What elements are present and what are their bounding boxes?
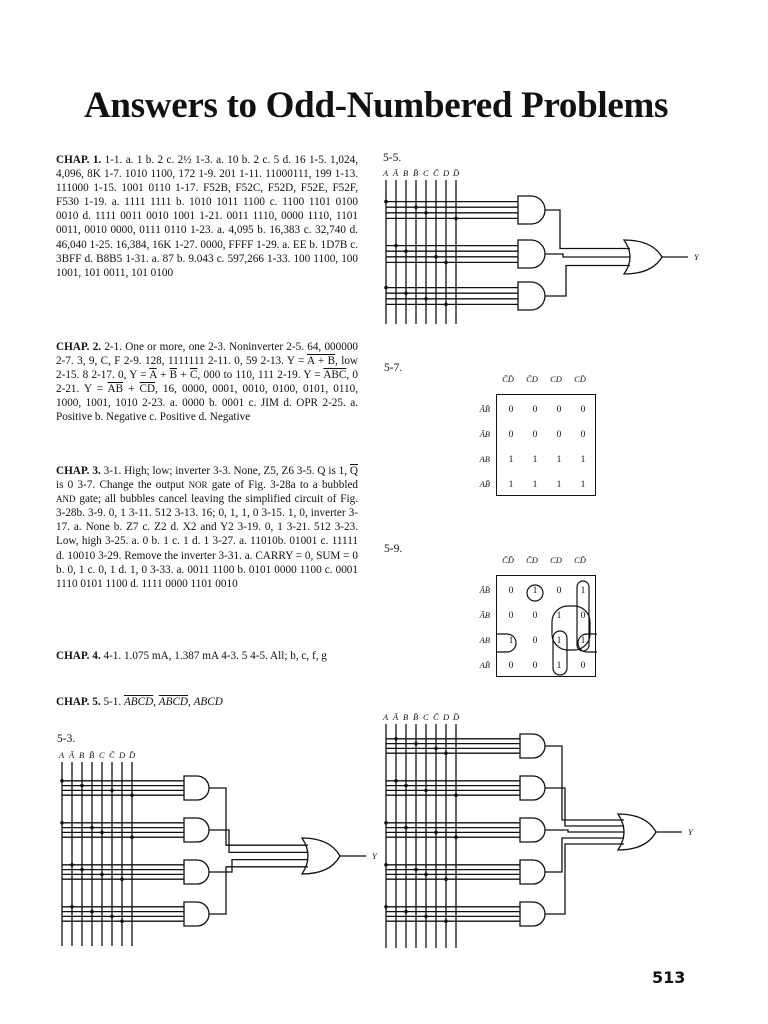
junction-dot: [394, 737, 398, 741]
kmap-column-headers: [496, 374, 592, 384]
kmap-cell: 1: [532, 586, 538, 596]
input-label: A: [383, 712, 389, 722]
junction-dot: [394, 779, 398, 783]
chapter-5-text: 5-1.: [103, 696, 124, 708]
kmap-column-header: CD: [550, 555, 562, 565]
junction-dot: [454, 793, 458, 797]
or-input-wire: [545, 830, 624, 832]
junction-dot: [70, 905, 74, 909]
kmap-cell: 1: [556, 480, 562, 490]
input-label: B: [403, 168, 409, 178]
and-gate: [184, 776, 209, 800]
output-label: Y: [694, 252, 699, 262]
and-gate: [520, 818, 545, 842]
junction-dot: [404, 826, 408, 830]
junction-dot: [404, 910, 408, 914]
kmap-cell: 1: [580, 480, 586, 490]
junction-dot: [100, 831, 104, 835]
and-gate: [520, 776, 545, 800]
input-label: B: [403, 712, 409, 722]
junction-dot: [424, 915, 428, 919]
junction-dot: [414, 205, 418, 209]
junction-dot: [414, 742, 418, 746]
kmap-cell: 1: [580, 586, 586, 596]
chapter-1-answers: [56, 153, 358, 280]
kmap-row-label: ĀB: [479, 610, 490, 620]
page-number: 513: [652, 968, 686, 987]
chapter-3-text: gate of Fig. 3-28a to a bubbled: [207, 479, 359, 492]
overlined-term: ABCD: [158, 696, 188, 708]
or-input-wire: [545, 266, 630, 297]
circuit-diagram-5-5: [380, 168, 700, 328]
chapter-2-heading: CHAP. 2.: [56, 341, 102, 353]
input-label: D: [443, 712, 450, 722]
kmap-cell: 0: [532, 661, 538, 671]
kmap-group-loop: [553, 631, 567, 675]
junction-dot: [434, 831, 438, 835]
input-label: D: [443, 168, 450, 178]
chapter-2-text: +: [177, 369, 190, 382]
kmap-cell: 0: [508, 586, 514, 596]
output-label: Y: [688, 827, 693, 837]
chapter-1-heading: CHAP. 1.: [56, 154, 102, 166]
chapter-2-text: , low 2-15. 8 2-17. 0, Y =: [56, 355, 359, 382]
kmap-group-loop: [527, 585, 543, 601]
chapter-3-text: is 0 3-7. Change the output: [56, 479, 189, 492]
input-label: B: [79, 750, 85, 760]
chapter-1-text: 1-1. a. 1 b. 2 c. 2½ 1-3. a. 10 b. 2 c. 5 d. 16 1-5. 1,024, 4,096, 8K 1-7. 1010 1100, 172 1-9. 201 1-11. 11000111, 199 1-13. 111000 1-15. 1001 0110 1-17. F52B, F52C, F52D, F52E, F52F, F530 1-19. a. 1111 1111 b. 1010 1011 1100 c. 1100 1101 0100 0010 d. 1111 0011 0010 1001 1-21. 0011 1110, 0000 1110, 1101 0011, 0010 0000, 0111 0110 1-23. a. 4,095 b. 16,383 c. 32,740 d. 46,040 1-25. 16,384, 16K 1-27. 0000, FFFF 1-29. a. EE b. 1D7B c. 3BFF d. B8B5 1-31. a. 87 b. 9.043 c. 597,266 1-33. 100 1100, 100 1001, 101 0011, 101 0100: [56, 154, 358, 279]
karnaugh-map-5-7: [468, 374, 598, 498]
input-label: C: [423, 168, 429, 178]
junction-dot: [110, 915, 114, 919]
kmap-cell: 1: [556, 661, 562, 671]
overlined-term: $\overline{Q}$: [349, 465, 359, 477]
or-input-wire: [545, 210, 630, 249]
input-label: C̄: [433, 712, 439, 722]
overlined-term: A + B: [307, 355, 336, 368]
junction-dot: [60, 779, 64, 783]
overlined-term: $\overline{C}$: [189, 369, 198, 382]
input-label: B̄: [89, 750, 95, 760]
junction-dot: [384, 863, 388, 867]
problem-label-5-3: 5-3.: [57, 733, 76, 745]
junction-dot: [80, 868, 84, 872]
or-input-wire: [209, 860, 308, 872]
junction-dot: [384, 200, 388, 204]
or-gate: [302, 838, 340, 874]
kmap-cell: 1: [556, 636, 562, 646]
input-label: Ā: [393, 712, 399, 722]
and-gate: [520, 902, 545, 926]
junction-dot: [424, 211, 428, 215]
kmap-cell: 0: [580, 430, 586, 440]
input-label: D̄: [453, 168, 460, 178]
chapter-2-text: , 000 to 110, 111 2-19. Y =: [197, 369, 324, 382]
junction-dot: [384, 905, 388, 909]
junction-dot: [444, 751, 448, 755]
or-input-wire: [545, 844, 624, 914]
kmap-row-label: AB̄: [479, 660, 490, 670]
kmap-column-header: C̄D̄: [502, 374, 514, 384]
and-gate: [520, 860, 545, 884]
kmap-column-header: C̄D̄: [502, 555, 514, 565]
kmap-group-loop: [552, 606, 590, 650]
kmap-column-header: C̄D: [526, 555, 538, 565]
kmap-cell: 0: [556, 405, 562, 415]
overlined-term: $\overline{B}$: [169, 369, 178, 382]
kmap-column-header: C̄D: [526, 374, 538, 384]
input-label: B̄: [413, 168, 419, 178]
kmap-row-label: AB: [479, 454, 490, 464]
junction-dot: [404, 784, 408, 788]
junction-dot: [404, 291, 408, 295]
input-label: D: [119, 750, 126, 760]
problem-label-5-7: 5-7.: [384, 362, 403, 374]
junction-dot: [444, 877, 448, 881]
overlined-term: $\overline{AB}$: [107, 383, 124, 396]
junction-dot: [404, 249, 408, 253]
chapter-4-text: 4-1. 1.075 mA, 1.387 mA 4-3. 5 4-5. All; b, c, f, g: [103, 650, 327, 662]
junction-dot: [434, 747, 438, 751]
kmap-cell: 0: [532, 430, 538, 440]
or-input-wire: [545, 746, 624, 820]
kmap-grid: [496, 575, 596, 677]
kmap-cell: 0: [532, 611, 538, 621]
chapter-4-answers: [56, 649, 358, 663]
junction-dot: [454, 217, 458, 221]
circuit-diagram-5-11: [380, 712, 700, 952]
chapter-2-text: +: [123, 383, 140, 396]
junction-dot: [70, 863, 74, 867]
overlined-term: $\overline{ABC}$: [323, 369, 347, 382]
kmap-cell: 0: [508, 661, 514, 671]
junction-dot: [414, 868, 418, 872]
overlined-term: ABCD: [123, 696, 154, 708]
separator: ,: [188, 696, 194, 708]
kmap-cell: 1: [580, 455, 586, 465]
junction-dot: [384, 821, 388, 825]
and-gate: [518, 282, 545, 310]
karnaugh-map-5-9: [468, 555, 598, 679]
junction-dot: [454, 835, 458, 839]
kmap-cell: 1: [508, 455, 514, 465]
junction-dot: [434, 255, 438, 259]
junction-dot: [424, 297, 428, 301]
junction-dot: [384, 286, 388, 290]
kmap-cell: 0: [532, 636, 538, 646]
input-label: A: [383, 168, 389, 178]
junction-dot: [394, 244, 398, 248]
junction-dot: [100, 873, 104, 877]
kmap-cell: 1: [556, 455, 562, 465]
chapter-3-text: gate; all bubbles cancel leaving the simplified circuit of Fig. 3-28b. 3-9. 0, 1 3-11. 512 3-13. 16; 0, 1, 1, 0 3-15. 1, 0, inverter 3-17. a. None b. Z7 c. Z2 d. X2 and Y2 3-19. 0, 1 3-21. 512 3-23. Low, high 3-25. a. 0 b. 1 c. 1 d. 1 3-27. a. 11010b. 01001 c. 11111 d. 10010 3-29. Remove the inverter 3-31. a. CARRY = 0, SUM = 0 b. 0, 1 c. 0, 1 d. 1, 0 3-33. a. 0011 1100 b. 0101 0000 1100 c. 0001 1110 0101 1100 d. 1111 0000 1101 0010: [56, 493, 358, 590]
or-input-wire: [545, 254, 630, 257]
kmap-groupings: [497, 576, 597, 678]
chapter-4-heading: CHAP. 4.: [56, 650, 101, 662]
kmap-cell: 1: [556, 611, 562, 621]
chapter-2-text: , 0 2-21. Y =: [56, 369, 359, 396]
kmap-cell: 0: [556, 586, 562, 596]
overlined-term: $\overline{CD}$: [139, 383, 156, 396]
junction-dot: [90, 826, 94, 830]
and-gate: [184, 860, 209, 884]
problem-label-5-5: 5-5.: [383, 152, 402, 164]
kmap-cell: 0: [580, 661, 586, 671]
circuit-diagram-5-3: [56, 750, 376, 950]
kmap-cell: 1: [580, 636, 586, 646]
kmap-column-header: CD̄: [574, 555, 586, 565]
kmap-cell: 0: [580, 611, 586, 621]
and-gate: [518, 240, 545, 268]
input-label: Ā: [69, 750, 75, 760]
small-caps-term: NOR: [188, 480, 208, 491]
kmap-cell: 1: [532, 480, 538, 490]
input-label: Ā: [393, 168, 399, 178]
input-label: D̄: [129, 750, 136, 760]
input-label: C: [99, 750, 105, 760]
chapter-3-heading: CHAP. 3.: [56, 465, 101, 477]
kmap-cell: 0: [556, 430, 562, 440]
junction-dot: [130, 835, 134, 839]
or-input-wire: [209, 830, 308, 852]
input-label: C̄: [433, 168, 439, 178]
junction-dot: [90, 910, 94, 914]
kmap-grid: [496, 394, 596, 496]
and-gate: [184, 818, 209, 842]
kmap-group-loop: [497, 634, 516, 652]
or-input-wire: [545, 838, 624, 872]
junction-dot: [444, 919, 448, 923]
separator: ,: [153, 696, 159, 708]
and-gate: [518, 196, 545, 224]
problem-label-5-9: 5-9.: [384, 543, 403, 555]
junction-dot: [120, 919, 124, 923]
chapter-2-text: +: [156, 369, 170, 382]
chapter-2-text: , 16, 0000, 0001, 0010, 0100, 0101, 0110, 1000, 1001, 1010 2-23. a. 0000 b. 0001 c. JIM d. OPR 2-25. a. Positive b. Negative c. Positive d. Negative: [56, 383, 358, 424]
kmap-column-header: CD̄: [574, 374, 586, 384]
chapter-2-answers: [56, 340, 358, 425]
kmap-cell: 1: [508, 636, 514, 646]
input-label: C̄: [109, 750, 115, 760]
kmap-row-label: ĀB: [479, 429, 490, 439]
kmap-cell: 1: [508, 480, 514, 490]
kmap-row-label: AB: [479, 635, 490, 645]
input-label: C: [423, 712, 429, 722]
kmap-row-label: AB̄: [479, 479, 490, 489]
kmap-cell: 0: [580, 405, 586, 415]
junction-dot: [424, 789, 428, 793]
junction-dot: [444, 303, 448, 307]
chapter-3-text: 3-1. High; low; inverter 3-3. None, Z5, Z6 3-5. Q is 1,: [103, 465, 350, 477]
junction-dot: [120, 877, 124, 881]
page-title: Answers to Odd-Numbered Problems: [84, 85, 669, 126]
junction-dot: [424, 873, 428, 877]
chapter-5-heading: CHAP. 5.: [56, 696, 101, 708]
kmap-cell: 0: [508, 611, 514, 621]
input-label: B̄: [413, 712, 419, 722]
junction-dot: [130, 793, 134, 797]
chapter-3-answers: [56, 464, 358, 591]
junction-dot: [60, 821, 64, 825]
and-gate: [184, 902, 209, 926]
junction-dot: [80, 784, 84, 788]
kmap-column-headers: [496, 555, 592, 565]
or-input-wire: [209, 788, 308, 845]
chapter-5-answers: [56, 695, 358, 709]
and-gate: [520, 734, 545, 758]
junction-dot: [110, 789, 114, 793]
kmap-cell: 0: [532, 405, 538, 415]
overlined-term: $\overline{A}$: [149, 369, 157, 382]
output-label: Y: [372, 851, 377, 861]
chapter-2-text: 2-1. One or more, one 2-3. Noninverter 2-5. 64, 000000 2-7. 3, 9, C, F 2-9. 128, 1111111 2-11. 0, 59 2-13. Y =: [56, 341, 359, 368]
kmap-cell: 0: [508, 430, 514, 440]
small-caps-term: AND: [56, 494, 76, 505]
input-label: A: [59, 750, 65, 760]
input-label: D̄: [453, 712, 460, 722]
minterm: ABCD: [193, 696, 223, 708]
kmap-column-header: CD: [550, 374, 562, 384]
kmap-cell: 0: [508, 405, 514, 415]
kmap-row-label: ĀB̄: [479, 404, 490, 414]
kmap-row-label: ĀB̄: [479, 585, 490, 595]
or-input-wire: [209, 867, 308, 914]
junction-dot: [444, 261, 448, 265]
kmap-cell: 1: [532, 455, 538, 465]
